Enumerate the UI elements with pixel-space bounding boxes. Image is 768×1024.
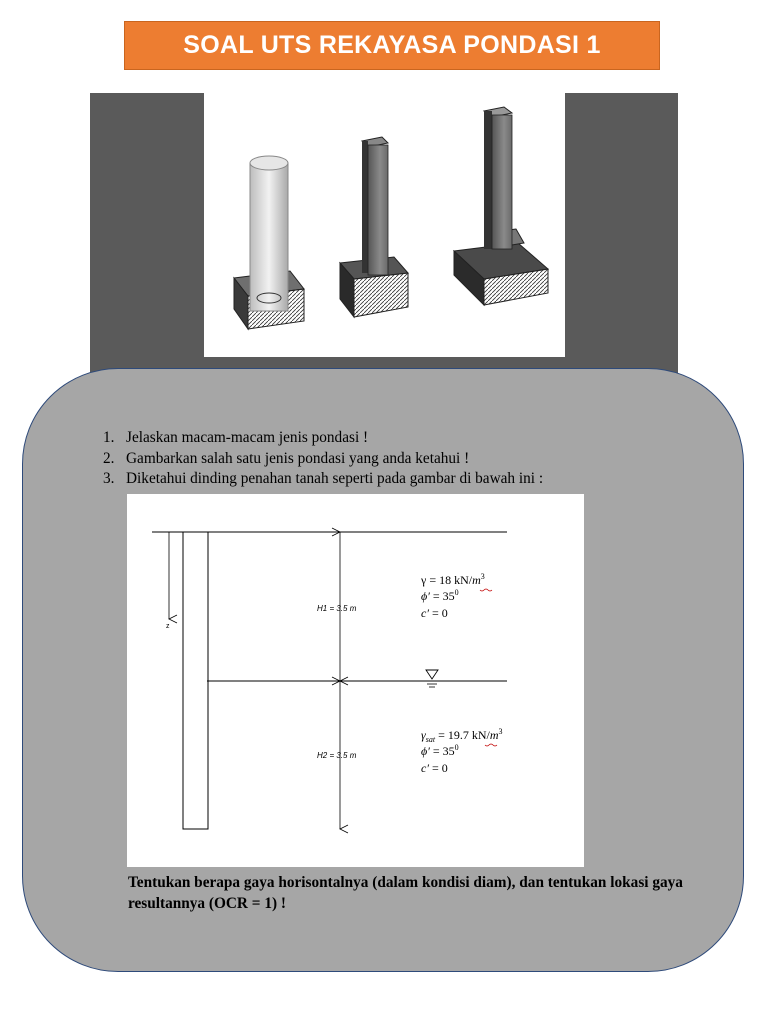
layer1-cohesion <box>421 606 448 620</box>
z-axis-label: z <box>166 623 170 630</box>
footing-round-column <box>234 156 304 329</box>
h2-label: H2 = 3.5 m <box>317 751 357 760</box>
layer1-gamma <box>420 572 485 587</box>
page-title: SOAL UTS REKAYASA PONDASI 1 <box>183 31 601 59</box>
retaining-wall-svg <box>127 494 584 867</box>
gamma-symbol: γ <box>421 573 427 587</box>
phi-exponent: 0 <box>454 588 459 597</box>
gamma-subscript: sat <box>425 735 436 744</box>
unit-m: m <box>489 728 499 742</box>
c-symbol: c′ <box>421 761 429 775</box>
question-number: 3. <box>103 470 115 487</box>
unit-exponent: 3 <box>480 572 485 581</box>
c-symbol: c′ <box>421 606 429 620</box>
unit-exponent: 3 <box>498 727 503 736</box>
question-number: 1. <box>103 429 115 446</box>
h1-label: H1 = 3.5 m <box>317 604 357 613</box>
water-table-icon <box>426 670 438 687</box>
layer2-cohesion <box>421 761 448 775</box>
layer2-parameters <box>421 727 503 775</box>
c-value: = 0 <box>428 761 448 775</box>
phi-value: = 35 <box>429 589 455 603</box>
question-text: Jelaskan macam-macam jenis pondasi ! <box>126 429 369 446</box>
unit-m: m <box>472 573 481 587</box>
footing-square-column <box>340 137 408 317</box>
phi-exponent: 0 <box>454 743 459 752</box>
retaining-wall <box>183 532 208 829</box>
foundation-columns-drawing <box>204 93 565 357</box>
question-number: 2. <box>103 449 115 467</box>
gamma-value: = 19.7 kN/ <box>435 728 490 742</box>
layer1-parameters <box>420 572 485 620</box>
question-item <box>103 469 543 490</box>
question-item <box>103 428 543 449</box>
spellcheck-underline <box>485 744 497 746</box>
title-banner <box>124 21 660 70</box>
foundation-illustration <box>204 93 565 357</box>
final-question: Tentukan berapa gaya horisontalnya (dalam kondisi diam), dan tentukan lokasi gaya resultannya (OCR = 1) ! <box>128 874 683 912</box>
phi-value: = 35 <box>429 744 455 758</box>
footing-pedestal-column <box>454 107 548 305</box>
question-list <box>103 428 543 490</box>
gamma-symbol: γ <box>421 728 426 742</box>
phi-symbol: ϕ′ <box>421 744 430 758</box>
layer1-phi <box>421 588 459 603</box>
c-value: = 0 <box>428 606 448 620</box>
question-item <box>103 449 543 470</box>
spellcheck-underline <box>480 589 492 591</box>
question-text: Diketahui dinding penahan tanah seperti pada gambar di bawah ini : <box>126 470 544 487</box>
phi-symbol: ϕ′ <box>421 589 430 603</box>
layer2-gamma <box>421 727 503 744</box>
retaining-wall-diagram <box>127 494 584 867</box>
question-text: Gambarkan salah satu jenis pondasi yang anda ketahui ! <box>126 449 470 467</box>
layer2-phi <box>421 743 459 758</box>
gamma-value: = 18 kN/ <box>426 573 473 587</box>
